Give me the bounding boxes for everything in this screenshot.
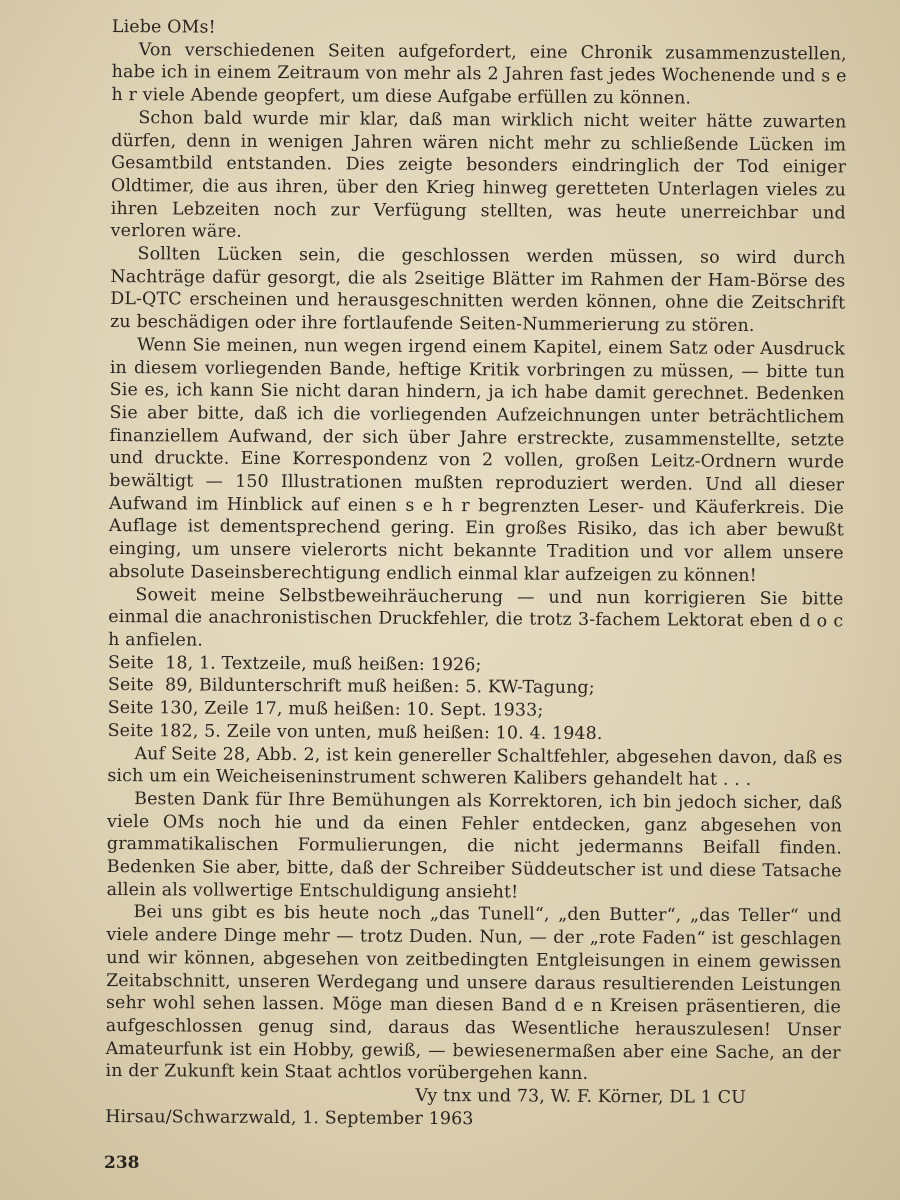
paragraph-thanks: Besten Dank für Ihre Bemühungen als Korrektoren, ich bin jedoch sicher, daß viele OMs noch hie und da einen Fehler entdecken, ganz abgesehen von grammatikalischen Formulierungen, die nicht jedermanns Beifall finden. Bedenken Sie aber, bitte, daß der Schreiber Süddeutscher ist und diese Tatsache allein als vollwertige Entschuldigung ansieht! bbox=[106, 789, 843, 903]
paragraph-errata-intro: Soweit meine Selbstbeweihräucherung — und nun korrigieren Sie bitte einmal die anachronistischen Druckfehler, die trotz 3-fachem Lektorat eben d o c h anfielen. bbox=[108, 584, 844, 651]
errata-item: Seite 130, Zeile 17, muß heißen: 10. Sept. 1933; bbox=[107, 698, 544, 721]
paragraph-chronicle-intro: Von verschiedenen Seiten aufgefordert, eine Chronik zusammenzustellen, habe ich in einem Zeitraum von mehr als 2 Jahren fast jedes Wochenende und s e h r viele Abende geopfert, um diese Aufgabe erfüllen zu können. bbox=[111, 39, 847, 109]
greeting: Liebe OMs! bbox=[111, 16, 216, 38]
paragraph-criticism: Wenn Sie meinen, nun wegen irgend einem Kapitel, einem Satz oder Ausdruck in diesem vorliegenden Bande, heftige Kritik vorbringen zu müssen, — bitte tun Sie es, ich kann Sie nicht daran hindern, ja ich habe damit gerechnet. Bedenken Sie aber bitte, daß ich die vorliegenden Aufzeichnungen unter beträchtlichem finanziellem Aufwand, der sich über Jahre erstreckte, zusammenstellte, setzte und druckte. Eine Korrespondenz von 2 vollen, großen Leitz-Ordnern wurde bewältigt — 150 Illustrationen mußten reproduziert werden. Und all dieser Aufwand im Hinblick auf einen s e h r begrenzten Leser- und Käuferkreis. Die Auflage ist dementsprechend gering. Ein großes Risiko, das ich aber bewußt einging, um unsere vielerorts nicht bekannte Tradition und vor allem unsere absolute Daseinsberechtigung endlich einmal klar aufzeigen zu können! bbox=[108, 335, 846, 586]
paragraph-supplements: Sollten Lücken sein, die geschlossen werden müssen, so wird durch Nachträge dafür gesorgt, die als 2seitige Blätter im Rahmen der Ham-Börse des DL-QTC erscheinen und herausgeschnitten werden können, ohne die Zeitschrift zu beschädigen oder ihre fortlaufende Seiten-Nummerierung zu stören. bbox=[110, 244, 846, 337]
signoff: Vy tnx und 73, W. F. Körner, DL 1 CU bbox=[415, 1085, 746, 1108]
page-number: 238 bbox=[104, 1153, 140, 1173]
errata-item: Seite 18, 1. Textzeile, muß heißen: 1926; bbox=[107, 652, 482, 675]
body-text bbox=[105, 16, 847, 1133]
paragraph-figure-note: Auf Seite 28, Abb. 2, ist kein genereller Schaltfehler, abgesehen davon, daß es sich um ein Weicheiseninstrument schweren Kalibers gehandelt hat . . . bbox=[107, 743, 843, 791]
paragraph-closing: Bei uns gibt es bis heute noch „das Tunell“, „den Butter“, „das Teller“ und viele andere Dinge mehr — trotz Duden. Nun, — der „rote Faden“ ist geschlagen und wir können, abgesehen von zeitbedingten Entgleisungen in einem gewissen Zeitabschnitt, unseren Werdegang und unsere daraus resultierenden Leistungen sehr wohl sehen lassen. Möge man diesen Band d e n Kreisen präsentieren, die aufgeschlossen genug sind, daraus das Wesentliche herauszulesen! Unser Amateurfunk ist ein Hobby, gewiß, — bewiesenermaßen aber eine Sache, an der in der Zukunft kein Staat achtlos vorübergehen kann. bbox=[105, 902, 842, 1085]
errata-item: Seite 89, Bildunterschrift muß heißen: 5. KW-Tagung; bbox=[107, 675, 595, 699]
paragraph-urgency: Schon bald wurde mir klar, daß man wirklich nicht weiter hätte zuwarten dürfen, denn in wenigen Jahren wären nicht mehr zu schließende Lücken im Gesamtbild entstanden. Dies zeigte besonders eindringlich der Tod einiger Oldtimer, die aus ihren, über den Krieg hinweg geretteten Unterlagen vieles zu ihren Lebzeiten noch zur Verfügung stellten, was heute unerreichbar und verloren wäre. bbox=[110, 107, 847, 243]
errata-item: Seite 182, 5. Zeile von unten, muß heißen: 10. 4. 1948. bbox=[107, 720, 603, 744]
dateline: Hirsau/Schwarzwald, 1. September 1963 bbox=[105, 1106, 474, 1129]
errata-list bbox=[108, 652, 844, 747]
